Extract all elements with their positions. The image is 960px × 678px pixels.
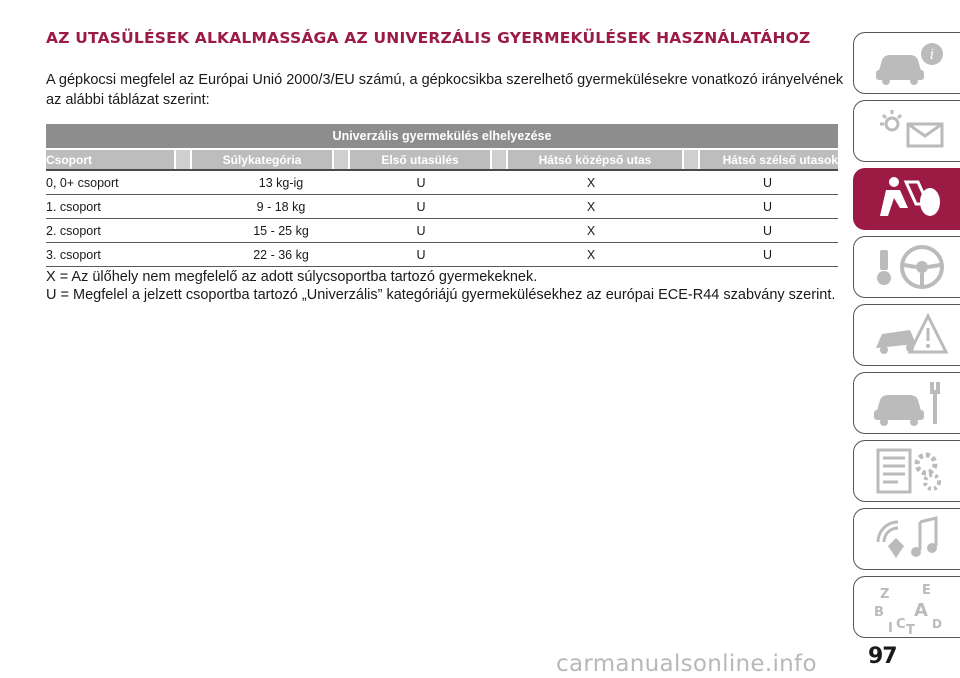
table-row (46, 219, 838, 243)
column-divider (176, 150, 190, 169)
technical-data-icon (870, 444, 950, 498)
dashboard-lights-icon (870, 104, 950, 158)
table-caption: Univerzális gyermekülés elhelyezése (46, 124, 838, 148)
cell-weight: 22 - 36 kg (253, 247, 309, 262)
tab-steering-wheel[interactable] (853, 236, 960, 298)
cell-rear-center: X (586, 199, 596, 214)
emergency-warning-icon (870, 308, 950, 362)
column-header-rear-center: Hátsó középső utas (508, 150, 682, 169)
page-number: 97 (868, 644, 897, 669)
index-letter: Z (879, 587, 889, 602)
index-letter: I (887, 621, 893, 634)
car-maintenance-icon (870, 376, 950, 430)
cell-front-seat: U (416, 175, 426, 190)
cell-front-seat: U (416, 199, 426, 214)
tab-alphabetical-index[interactable] (853, 576, 960, 638)
legend-note-u: U = Megfelel a jelzett csoportba tartozó „Univerzális” kategóriájú gyermekülésekhez az európai ECE-R44 szabvány szerint. (46, 287, 836, 303)
tab-car-info[interactable] (853, 32, 960, 94)
tab-maintenance[interactable] (853, 372, 960, 434)
airbag-safety-icon (870, 172, 950, 226)
car-info-icon (870, 36, 950, 90)
tab-multimedia[interactable] (853, 508, 960, 570)
cell-group: 3. csoport (46, 247, 101, 262)
index-letter: T (905, 623, 915, 634)
column-divider (492, 150, 506, 169)
column-divider (334, 150, 348, 169)
tab-emergency[interactable] (853, 304, 960, 366)
cell-weight: 9 - 18 kg (256, 199, 306, 214)
child-seat-table (46, 124, 838, 267)
legend-note-x: X = Az ülőhely nem megfelelő az adott súlycsoportba tartozó gyermekeknek. (46, 269, 538, 285)
table-row (46, 243, 838, 267)
cell-rear-side: U (762, 223, 772, 238)
tab-technical-data[interactable] (853, 440, 960, 502)
column-header-weight: Súlykategória (192, 150, 332, 169)
cell-group: 0, 0+ csoport (46, 175, 119, 190)
multimedia-icon (870, 512, 950, 566)
table-row (46, 171, 838, 195)
cell-weight: 15 - 25 kg (253, 223, 309, 238)
tab-dashboard-lights[interactable] (853, 100, 960, 162)
svg-text:i: i (929, 47, 934, 63)
cell-rear-center: X (586, 223, 596, 238)
index-letter: D (931, 617, 942, 631)
cell-rear-center: X (586, 175, 596, 190)
column-header-group: Csoport (46, 150, 174, 169)
cell-front-seat: U (416, 223, 426, 238)
cell-rear-side: U (762, 247, 772, 262)
intro-paragraph: A gépkocsi megfelel az Európai Unió 2000/3/EU számú, a gépkocsikba szerelhető gyermekülésekre vonatkozó irányelvének az alábbi táblázat szerint: (46, 72, 844, 108)
table-row (46, 195, 838, 219)
index-letter: E (921, 583, 931, 598)
index-letter: A (913, 600, 928, 621)
index-letter: C (895, 617, 906, 632)
column-divider (684, 150, 698, 169)
watermark: carmanualsonline.info (556, 651, 817, 677)
cell-rear-center: X (586, 247, 596, 262)
cell-rear-side: U (762, 199, 772, 214)
alphabetical-index-icon (870, 580, 950, 634)
cell-rear-side: U (762, 175, 772, 190)
column-header-rear-side: Hátsó szélső utasok (700, 150, 838, 169)
section-title: AZ UTASÜLÉSEK ALKALMASSÁGA AZ UNIVERZÁLIS GYERMEKÜLÉSEK HASZNÁLATÁHOZ (46, 29, 811, 47)
column-header-front-seat: Első utasülés (350, 150, 490, 169)
index-letter: B (873, 605, 884, 620)
cell-weight: 13 kg-ig (258, 175, 304, 190)
steering-wheel-icon (870, 240, 950, 294)
table-header-row (46, 150, 838, 171)
cell-group: 2. csoport (46, 223, 101, 238)
tab-airbag-safety[interactable] (853, 168, 960, 230)
cell-group: 1. csoport (46, 199, 101, 214)
cell-front-seat: U (416, 247, 426, 262)
